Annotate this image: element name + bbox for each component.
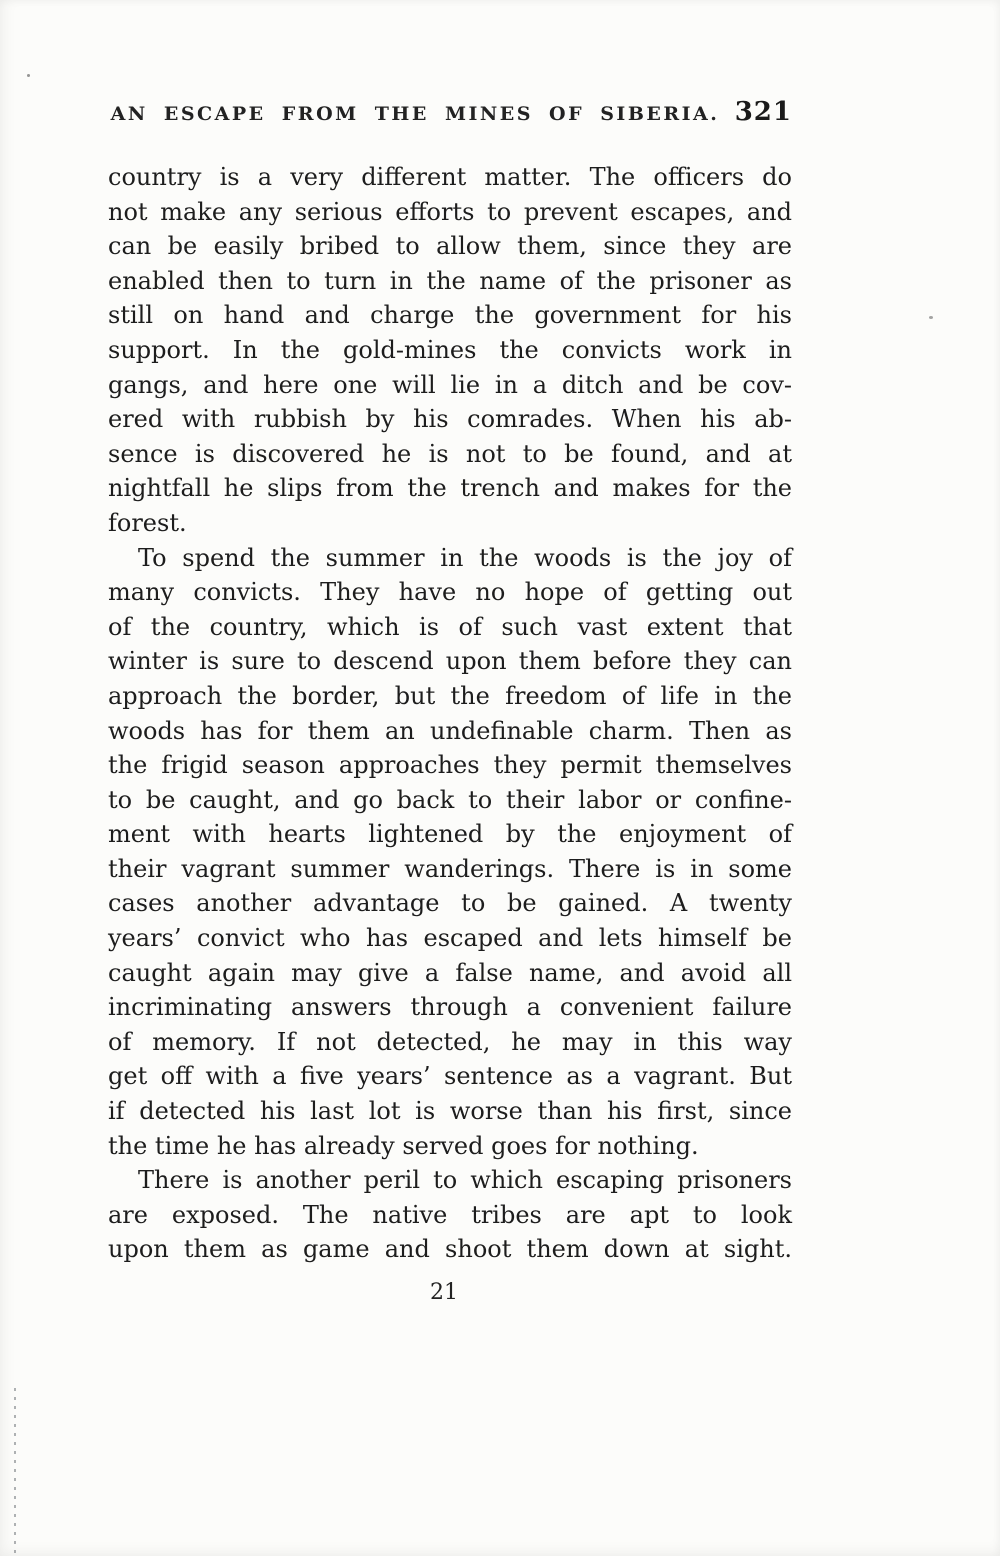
- page-footer: [108, 1280, 792, 1305]
- text-line: forest.: [108, 508, 187, 537]
- text-line: of the country, which is of such vast extent that: [108, 612, 792, 641]
- scan-artifact-speck: [929, 316, 933, 319]
- text-line: years’ convict who has escaped and lets himself be: [108, 924, 792, 953]
- running-title: AN ESCAPE FROM THE MINES OF SIBERIA.: [110, 103, 720, 125]
- text-line: caught again may give a false name, and avoid all: [108, 958, 792, 987]
- text-line: enabled then to turn in the name of the prisoner as: [108, 266, 792, 295]
- text-line: support. In the gold-mines the convicts work in: [108, 335, 792, 364]
- text-line: country is a very different matter. The officers do: [108, 163, 792, 191]
- text-line: the time he has already served goes for nothing.: [108, 1131, 699, 1160]
- text-line: nightfall he slips from the trench and makes for the: [108, 474, 792, 503]
- text-line: approach the border, but the freedom of life in the: [108, 681, 792, 710]
- text-line: still on hand and charge the government for his: [108, 301, 792, 330]
- text-line: ered with rubbish by his comrades. When his ab-: [108, 405, 792, 434]
- text-line: to be caught, and go back to their labor or confine-: [108, 785, 792, 814]
- scan-artifact-dotted-line: [14, 1388, 16, 1556]
- text-column: [108, 0, 792, 1305]
- text-line: sence is discovered he is not to be found, and at: [108, 439, 792, 468]
- page-header: [108, 97, 792, 135]
- scan-artifact-speck: [27, 74, 30, 77]
- text-line: their vagrant summer wanderings. There is in some: [108, 854, 792, 883]
- text-line: get off with a five years’ sentence as a vagrant. But: [108, 1062, 792, 1091]
- text-line: There is another peril to which escaping prisoners: [138, 1166, 792, 1195]
- text-line: winter is sure to descend upon them before they can: [108, 647, 792, 676]
- signature-number: 21: [430, 1280, 458, 1305]
- text-line: can be easily bribed to allow them, since they are: [108, 232, 792, 261]
- text-line: cases another advantage to be gained. A twenty: [108, 889, 792, 918]
- text-line: of memory. If not detected, he may in this way: [108, 1027, 792, 1056]
- page-number: 321: [734, 97, 792, 127]
- text-line: woods has for them an undefinable charm. Then as: [108, 716, 792, 745]
- body-text: [108, 160, 792, 1267]
- text-line: many convicts. They have no hope of getting out: [108, 578, 792, 607]
- text-line: the frigid season approaches they permit themselves: [108, 751, 792, 780]
- text-line: upon them as game and shoot them down at sight.: [108, 1235, 792, 1264]
- text-line: not make any serious efforts to prevent escapes, and: [108, 197, 792, 226]
- text-line: To spend the summer in the woods is the joy of: [138, 543, 792, 572]
- text-line: are exposed. The native tribes are apt to look: [108, 1200, 792, 1229]
- text-line: gangs, and here one will lie in a ditch and be cov-: [108, 370, 792, 399]
- text-line: if detected his last lot is worse than his first, since: [108, 1097, 792, 1126]
- text-line: ment with hearts lightened by the enjoyment of: [108, 820, 792, 849]
- text-line: incriminating answers through a convenient failure: [108, 993, 792, 1022]
